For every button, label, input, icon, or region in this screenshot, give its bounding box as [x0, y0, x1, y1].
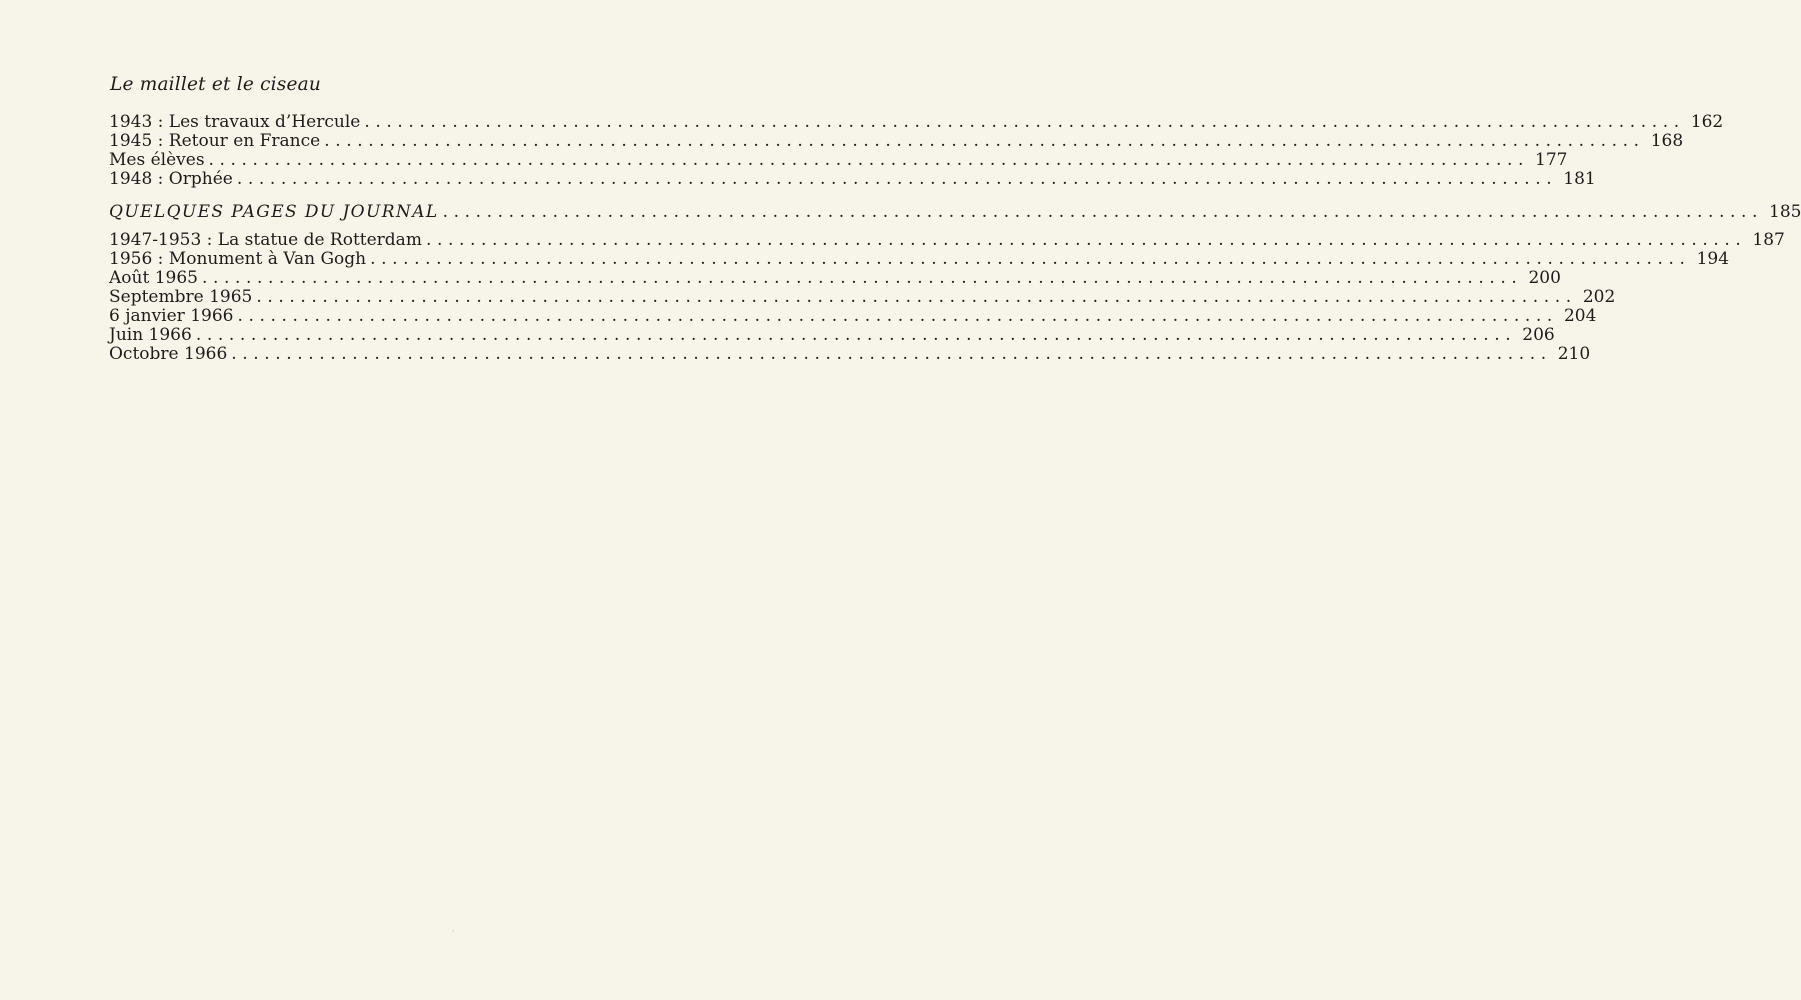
toc-entry — [109, 325, 1555, 345]
toc-entry-page: 181 — [1563, 169, 1596, 189]
toc-entry — [109, 287, 1616, 307]
toc-entry — [109, 169, 1596, 189]
toc-entry — [109, 230, 1785, 250]
toc-entry-title: Juin 1966 — [109, 325, 192, 345]
toc-entry-page: 210 — [1557, 344, 1591, 364]
dot-leader: ........................................................................................................................ — [195, 325, 1517, 345]
toc-entry-page: 206 — [1522, 325, 1555, 345]
toc-entry — [109, 131, 1684, 151]
running-header: Le maillet et le ciseau — [110, 74, 321, 95]
dot-leader: ........................................................................................................................ — [231, 344, 1552, 364]
dot-leader: ........................................................................................................................ — [237, 306, 1558, 326]
print-speck: · — [452, 927, 455, 936]
dot-leader: ........................................................................................................................ — [208, 150, 1530, 170]
toc-section-heading-group — [109, 201, 1801, 223]
toc-entry-title: Septembre 1965 — [109, 287, 253, 307]
toc-entry-page: 162 — [1690, 112, 1724, 132]
toc-entry-page: 177 — [1535, 150, 1568, 170]
toc-entry-page: 200 — [1528, 268, 1561, 288]
dot-leader: ........................................................................................................................ — [442, 202, 1764, 222]
dot-leader: ........................................................................................................................ — [256, 287, 1577, 307]
dot-leader: ........................................................................................................................ — [425, 230, 1747, 250]
toc-entry-title: Août 1965 — [109, 268, 198, 288]
toc-entry-title: 1943 : Les travaux d’Hercule — [109, 112, 361, 132]
toc-entry-title: 1948 : Orphée — [109, 169, 233, 189]
table-of-contents — [109, 112, 1801, 364]
toc-entry-page: 202 — [1582, 287, 1616, 307]
toc-entry — [109, 249, 1730, 269]
toc-entry-title: Mes élèves — [109, 150, 205, 170]
toc-entry-title: 1945 : Retour en France — [109, 131, 321, 151]
toc-entry-page: 168 — [1650, 131, 1684, 151]
toc-entry — [109, 112, 1724, 132]
toc-group-part — [109, 112, 1724, 189]
dot-leader: ........................................................................................................................ — [370, 249, 1691, 269]
toc-entry-title: 1956 : Monument à Van Gogh — [109, 249, 367, 269]
dot-leader: ........................................................................................................................ — [364, 112, 1685, 132]
toc-entry-title: 1947-1953 : La statue de Rotterdam — [109, 230, 422, 250]
toc-entry — [109, 344, 1591, 364]
dot-leader: ........................................................................................................................ — [236, 169, 1558, 189]
dot-leader: ........................................................................................................................ — [324, 131, 1645, 151]
toc-entry-page: 204 — [1563, 306, 1597, 326]
dot-leader: ........................................................................................................................ — [201, 268, 1523, 288]
toc-section-page: 185 — [1769, 202, 1801, 222]
toc-group-journal — [109, 230, 1785, 364]
toc-entry — [109, 306, 1597, 326]
toc-entry — [109, 268, 1561, 288]
toc-entry-title: Octobre 1966 — [109, 344, 228, 364]
toc-entry-title: 6 janvier 1966 — [109, 306, 234, 326]
toc-section-title: QUELQUES PAGES DU JOURNAL — [109, 202, 439, 222]
toc-entry-page: 187 — [1752, 230, 1785, 250]
toc-entry-page: 194 — [1696, 249, 1730, 269]
toc-entry — [109, 150, 1568, 170]
toc-section-heading — [109, 201, 1801, 223]
